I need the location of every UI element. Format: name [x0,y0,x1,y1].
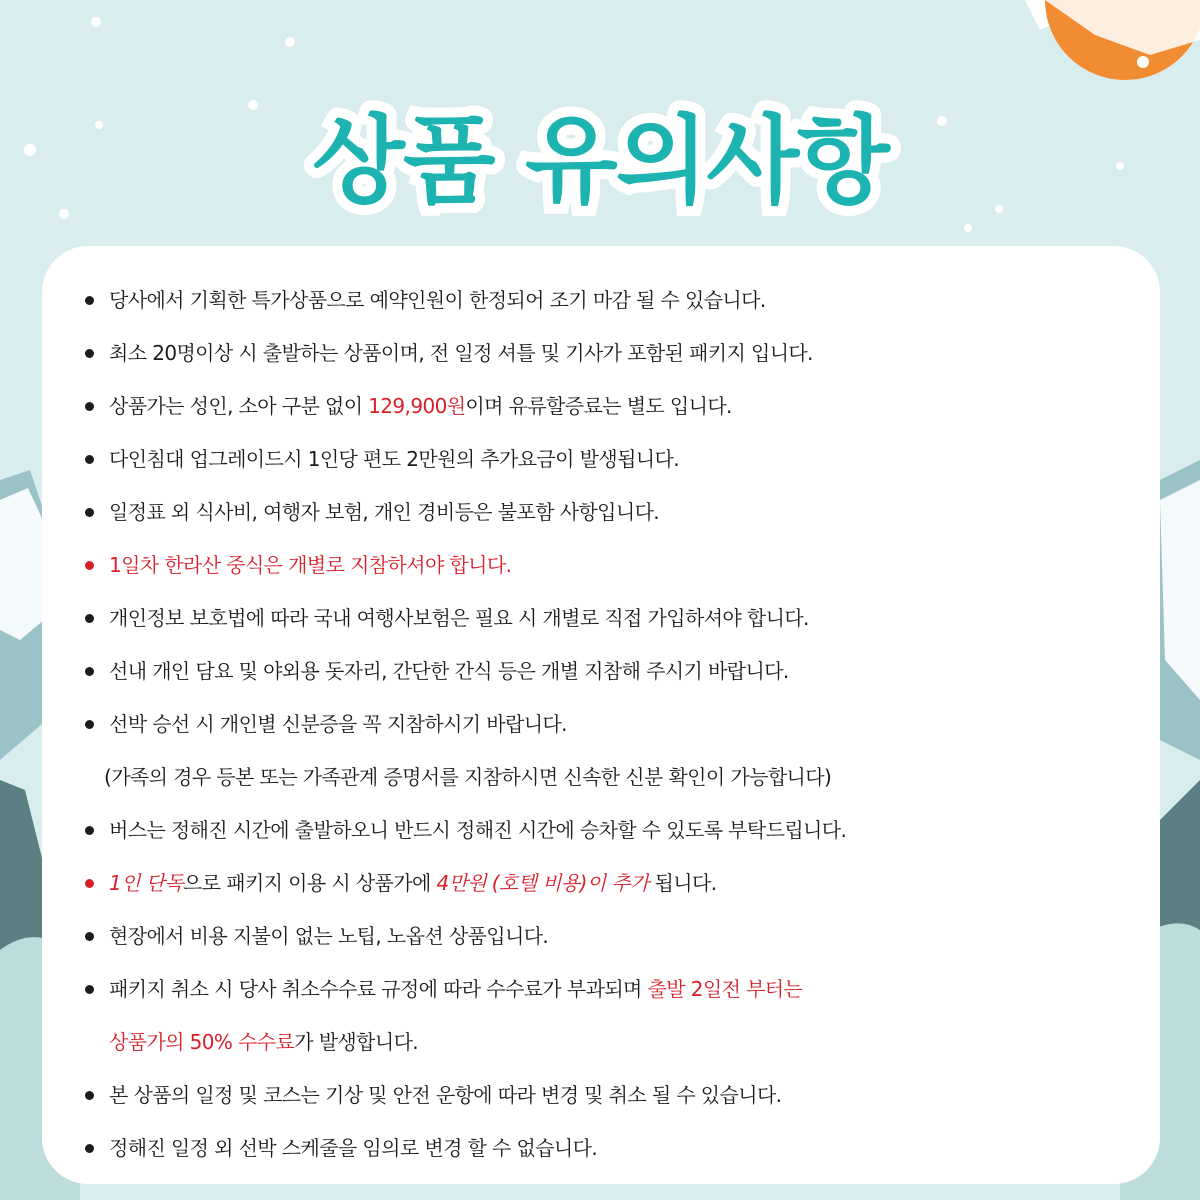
bullet-icon [85,296,94,305]
page-title: 상품 유의사항 [312,105,888,217]
notice-text: 본 상품의 일정 및 코스는 기상 및 안전 운항에 따라 변경 및 취소 될 수 있습니다. [109,1083,782,1107]
bullet-icon [85,349,94,358]
notice-subnote: (가족의 경우 등본 또는 가족관계 증명서를 지참하시면 신속한 신분 확인이 가능합니다) [104,765,832,789]
bullet-icon [85,879,94,888]
notice-text: 선내 개인 담요 및 야외용 돗자리, 간단한 간식 등은 개별 지참해 주시기 바랍니다. [109,659,789,683]
cancellation-highlight: 출발 2일전 부터는 [647,977,803,1001]
bullet-icon [85,455,94,464]
notice-text [109,1022,418,1062]
list-item-highlight [42,545,1160,585]
list-item [42,439,1160,479]
list-item [42,1075,1160,1115]
bullet-icon [85,1144,94,1153]
list-item [42,969,1160,1009]
notice-text: 버스는 정해진 시간에 출발하오니 반드시 정해진 시간에 승차할 수 있도록 부탁드립니다. [109,818,847,842]
bullet-icon [85,402,94,411]
list-item [42,1128,1160,1168]
bullet-icon [85,614,94,623]
notice-text-part: 이며 유류할증료는 별도 입니다. [465,394,732,418]
bullet-icon [85,985,94,994]
list-item [42,651,1160,691]
fee-highlight: 상품가의 50% 수수료 [109,1030,295,1054]
single-traveler-highlight: 1인 단독 [109,871,184,895]
notice-text: 당사에서 기획한 특가상품으로 예약인원이 한정되어 조기 마감 될 수 있습니다. [109,288,766,312]
bullet-icon [85,508,94,517]
notice-text-part: 으로 패키지 이용 시 상품가에 [183,871,437,895]
bullet-icon [85,932,94,941]
notice-text-part: 됩니다. [648,871,717,895]
notice-text-part: 상품가는 성인, 소아 구분 없이 [109,394,369,418]
notice-text: 최소 20명이상 시 출발하는 상품이며, 전 일정 셔틀 및 기사가 포함된 패키지 입니다. [109,341,813,365]
notice-text [109,863,716,903]
list-item [42,386,1160,426]
notice-text-part: 패키지 취소 시 당사 취소수수료 규정에 따라 수수료가 부과되며 [109,977,648,1001]
list-item [42,704,1160,744]
list-item-note [42,757,1160,797]
notice-card [42,246,1160,1184]
list-item [42,598,1160,638]
notice-text: 현장에서 비용 지불이 없는 노팁, 노옵션 상품입니다. [109,924,549,948]
list-item [42,916,1160,956]
list-item-continuation [42,1022,1160,1062]
notice-text [109,386,732,426]
bullet-icon [85,720,94,729]
bullet-icon [85,667,94,676]
list-item-highlight [42,863,1160,903]
list-item [42,492,1160,532]
price-highlight: 129,900원 [368,394,466,418]
notice-list [42,246,1160,1184]
notice-text: 개인정보 보호법에 따라 국내 여행사보험은 필요 시 개별로 직접 가입하셔야 합니다. [109,606,809,630]
bullet-icon [85,826,94,835]
bullet-icon [85,561,94,570]
notice-text: 1일차 한라산 중식은 개별로 지참하셔야 합니다. [109,553,512,577]
notice-text: 일정표 외 식사비, 여행자 보험, 개인 경비등은 불포함 사항입니다. [109,500,660,524]
notice-text-part: 가 발생합니다. [294,1030,419,1054]
list-item [42,810,1160,850]
bullet-icon [85,1091,94,1100]
list-item [42,333,1160,373]
notice-text: 정해진 일정 외 선박 스케줄을 임의로 변경 할 수 없습니다. [109,1136,598,1160]
notice-text: 선박 승선 시 개인별 신분증을 꼭 지참하시기 바랍니다. [109,712,567,736]
surcharge-highlight: 4만원 (호텔 비용)이 추가 [436,871,649,895]
notice-text [109,969,802,1009]
list-item [42,280,1160,320]
notice-text: 다인침대 업그레이드시 1인당 편도 2만원의 추가요금이 발생됩니다. [109,447,679,471]
